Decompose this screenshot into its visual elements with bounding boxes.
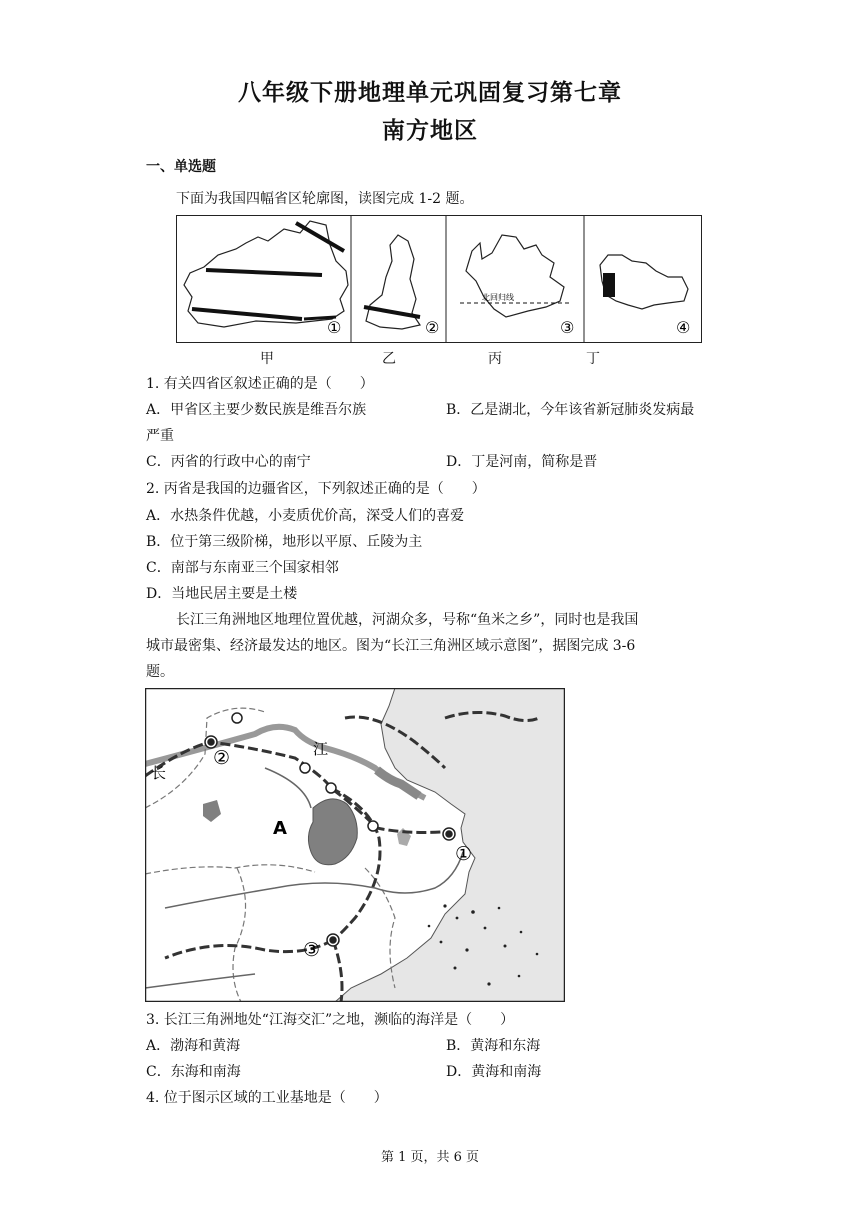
map-number-1: ① [455,843,473,865]
q2-option-a: A．水热条件优越，小麦质优价高，深受人们的喜爱 [146,508,465,524]
q2-option-c: C．南部与东南亚三个国家相邻 [146,560,339,576]
q3-option-d: D．黄海和南海 [446,1064,542,1080]
caption-bing: 丙 [488,351,502,367]
q2-option-b: B．位于第三级阶梯，地形以平原、丘陵为主 [146,534,423,550]
town-marker [232,713,242,723]
town-marker [326,783,336,793]
caption-yi: 乙 [382,351,396,367]
section-heading: 一、单选题 [146,159,216,175]
q2-option-d: D．当地民居主要是土楼 [146,586,298,602]
q3-option-b: B．黄海和东海 [446,1038,541,1054]
town-marker [300,763,310,773]
circled-number-2: ② [425,318,440,337]
page-subtitle: 南方地区 [382,117,478,144]
circled-number-3: ③ [560,318,575,337]
town-marker [368,821,378,831]
page-footer: 第 1 页，共 6 页 [380,1150,480,1165]
caption-ding: 丁 [586,351,600,367]
intro-text-2-line1: 长江三角洲地区地理位置优越，河湖众多，号称“鱼米之乡”，同时也是我国 [176,612,639,628]
circled-number-4: ④ [676,318,691,337]
tropic-label: 北回归线 [482,293,514,302]
caption-jia: 甲 [260,351,274,367]
map-number-3: ③ [303,939,321,961]
river-label-chang: 长 [151,764,167,782]
page-title: 八年级下册地理单元巩固复习第七章 [238,79,622,106]
intro-text-2-line3: 题。 [146,664,174,680]
q4-stem: 4. 位于图示区域的工业基地是（ ） [146,1090,388,1106]
intro-text-2-line2: 城市最密集、经济最发达的地区。图为“长江三角洲区域示意图”，据图完成 3-6 [146,638,636,654]
point-label-a: A [273,818,287,839]
yangtze-delta-map [145,688,565,1002]
q3-option-a: A．渤海和黄海 [146,1038,241,1054]
map-number-2: ② [213,747,231,769]
intro-text-1: 下面为我国四幅省区轮廓图，读图完成 1-2 题。 [176,191,474,207]
river-label-jiang: 江 [313,740,329,758]
province-outline-3 [466,235,564,317]
q3-stem: 3. 长江三角洲地处“江海交汇”之地，濒临的海洋是（ ） [146,1012,515,1028]
circled-number-1: ① [327,318,342,337]
q1-option-c: C．丙省的行政中心的南宁 [146,454,311,470]
q3-option-c: C．东海和南海 [146,1064,241,1080]
q1-option-b-cont: 严重 [146,428,174,444]
q1-option-b: B．乙是湖北，今年该省新冠肺炎发病最 [446,402,695,418]
q1-option-a: A．甲省区主要少数民族是维吾尔族 [146,402,367,418]
q2-stem: 2. 丙省是我国的边疆省区，下列叙述正确的是（ ） [146,481,486,497]
province-outline-figure [176,215,702,343]
q1-stem: 1. 有关四省区叙述正确的是（ ） [146,376,374,392]
q1-option-d: D．丁是河南，简称是晋 [446,454,598,470]
